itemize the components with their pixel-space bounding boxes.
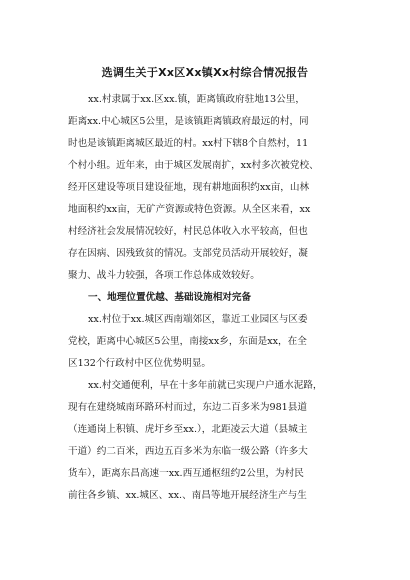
paragraph-line: 货车），距离东昌高速一xx.西互通枢纽约2公里，为村民: [68, 468, 304, 479]
paragraph-line: 存在因病、因残致贫的情况。支部党员活动开展较好，凝: [68, 248, 308, 259]
section-heading: 一、地理位置优越、基础设施相对完备: [88, 292, 252, 303]
paragraph-line: xx.村位于xx.城区西南端郊区，靠近工业园区与区委: [88, 314, 308, 325]
paragraph-line: xx.村交通便利，早在十多年前就已实现户户通水泥路，: [88, 380, 323, 391]
paragraph-line: （连通岗上积镇、虎圩乡至xx.），北距凌云大道（县城主: [68, 424, 308, 435]
paragraph-line: 距离xx.中心城区5公里，是该镇距离镇政府最远的村，同: [68, 116, 309, 127]
paragraph-line: 前往各乡镇、xx.城区、xx.、南昌等地开展经济生产与生: [68, 490, 307, 501]
paragraph-line: 现有在建绕城南环路环村而过，东边二百多米为981县道: [68, 402, 307, 413]
paragraph-line: 村经济社会发展情况较好，村民总体收入水平较高，但也: [68, 226, 308, 237]
paragraph-line: 区132个行政村中区位优势明显。: [68, 358, 212, 369]
paragraph-line: 经开区建设等项目建设征地，现有耕地面积约xx亩，山林: [68, 182, 310, 193]
paragraph-line: xx.村隶属于xx.区xx.镇，距离镇政府驻地13公里，: [88, 94, 305, 105]
paragraph-line: 个村小组。近年来，由于城区发展南扩，xx村多次被党校、: [68, 160, 319, 171]
document-title: 选调生关于Xx区Xx镇Xx村综合情况报告: [101, 66, 309, 79]
paragraph-line: 地面积约xx亩，无矿产资源或特色资源。从全区来看，xx: [68, 204, 311, 215]
paragraph-line: 党校，距离中心城区5公里，南接xx乡，东面是xx，在全: [68, 336, 307, 347]
paragraph-line: 聚力、战斗力较强，各项工作总体成效较好。: [68, 270, 260, 281]
paragraph-line: 时也是该镇距离城区最近的村。xx村下辖8个自然村，11: [68, 138, 309, 149]
paragraph-line: 干道）约二百米，西边五百多米为东临一级公路（许多大: [68, 446, 308, 457]
